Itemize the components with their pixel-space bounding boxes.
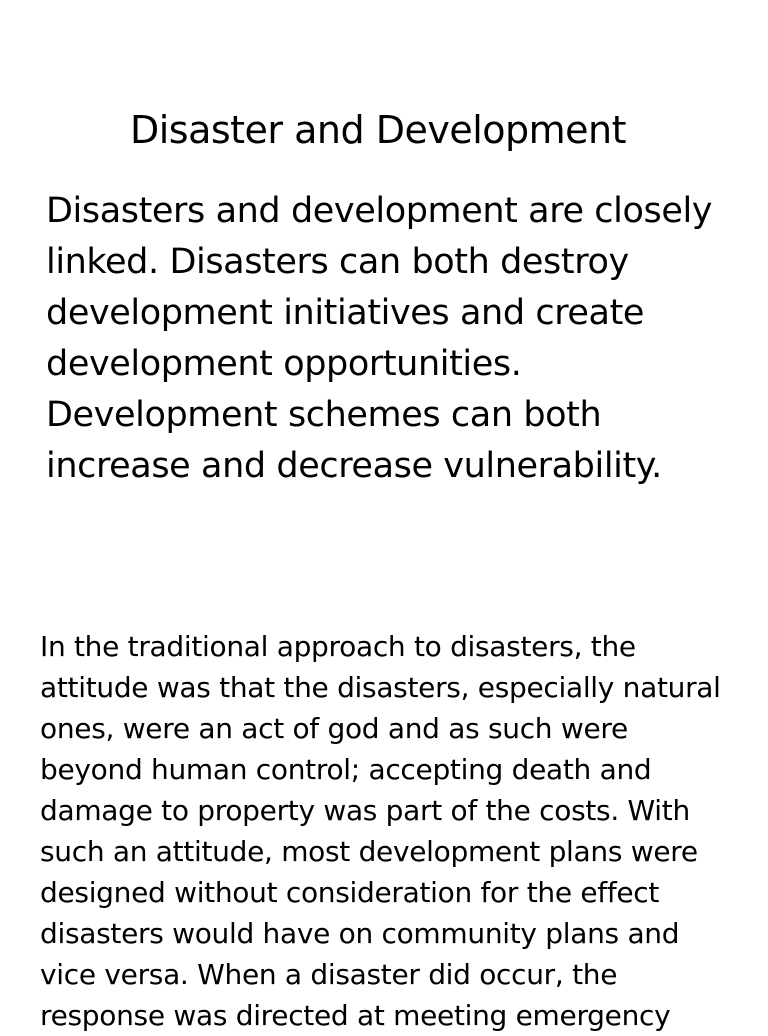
paragraph-line: attitude was that the disasters, especially natural bbox=[40, 671, 721, 704]
slide-body-text bbox=[46, 186, 746, 492]
body-line: increase and decrease vulnerability. bbox=[46, 446, 662, 486]
paragraph-line: such an attitude, most development plans were bbox=[40, 835, 698, 868]
body-line: development opportunities. bbox=[46, 344, 522, 384]
body-line: development initiatives and create bbox=[46, 293, 645, 333]
body-line: Disasters and development are closely bbox=[46, 191, 713, 231]
next-slide-paragraph bbox=[40, 626, 756, 1036]
paragraph-line: response was directed at meeting emergency bbox=[40, 999, 671, 1032]
paragraph-line: beyond human control; accepting death and bbox=[40, 753, 652, 786]
slide-title: Disaster and Development bbox=[129, 108, 627, 152]
paragraph-line: damage to property was part of the costs. With bbox=[40, 794, 690, 827]
paragraph-line: In the traditional approach to disasters, the bbox=[40, 630, 636, 663]
paragraph-line: vice versa. When a disaster did occur, the bbox=[40, 958, 618, 991]
body-line: Development schemes can both bbox=[46, 395, 602, 435]
paragraph-line: ones, were an act of god and as such were bbox=[40, 712, 628, 745]
paragraph-line: disasters would have on community plans and bbox=[40, 917, 680, 950]
paragraph-line: designed without consideration for the effect bbox=[40, 876, 660, 909]
body-line: linked. Disasters can both destroy bbox=[46, 242, 629, 282]
